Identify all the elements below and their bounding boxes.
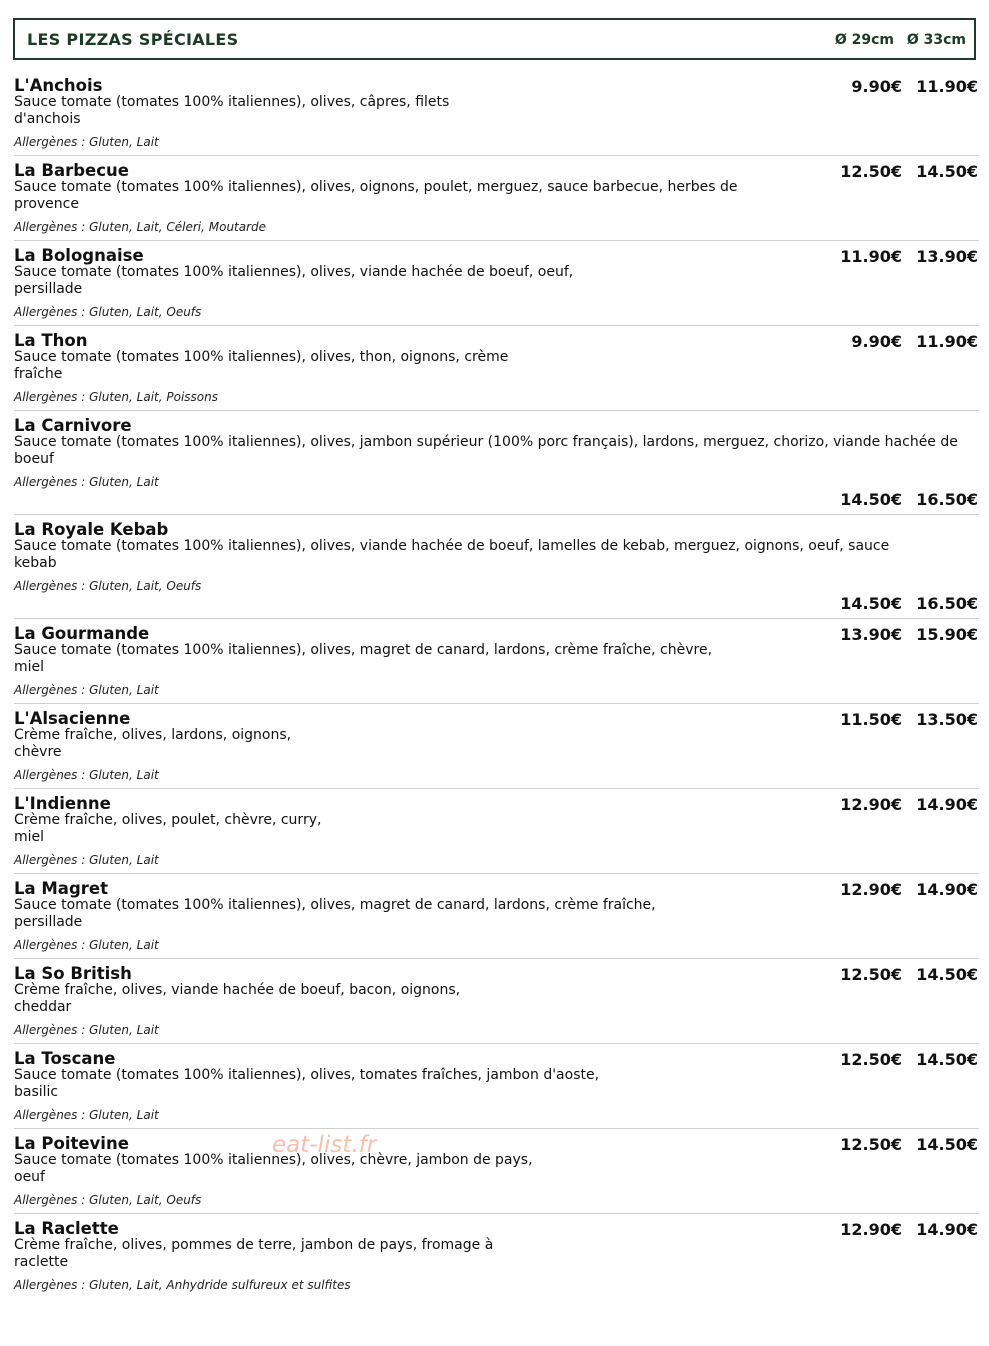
price-33cm: 16.50€ [916, 490, 978, 509]
item-name: La Barbecue [14, 161, 129, 180]
item-description: Sauce tomate (tomates 100% italiennes), olives, magret de canard, lardons, crème fraîche, persillade [14, 897, 656, 930]
item-separator [14, 788, 979, 789]
item-separator [14, 873, 979, 874]
price-29cm: 14.50€ [840, 490, 902, 509]
item-allergens: Allergènes : Gluten, Lait, Oeufs [14, 305, 202, 319]
price-33cm: 11.90€ [916, 77, 978, 96]
item-separator [14, 1043, 979, 1044]
item-name: La So British [14, 964, 132, 983]
price-29cm: 9.90€ [851, 332, 902, 351]
item-name: La Toscane [14, 1049, 116, 1068]
item-name: La Gourmande [14, 624, 150, 643]
item-allergens: Allergènes : Gluten, Lait, Oeufs [14, 1193, 202, 1207]
item-name: La Thon [14, 331, 88, 350]
item-name: La Carnivore [14, 416, 132, 435]
price-33cm: 14.90€ [916, 1220, 978, 1239]
price-33cm: 11.90€ [916, 332, 978, 351]
item-description: Crème fraîche, olives, poulet, chèvre, curry, miel [14, 812, 322, 845]
price-33cm: 14.90€ [916, 880, 978, 899]
item-separator [14, 240, 979, 241]
price-33cm: 14.50€ [916, 965, 978, 984]
item-separator [14, 325, 979, 326]
item-separator [14, 1128, 979, 1129]
item-description: Sauce tomate (tomates 100% italiennes), olives, jambon supérieur (100% porc français), lardons, merguez, chorizo, viande hachée de boeuf [14, 434, 958, 467]
item-allergens: Allergènes : Gluten, Lait [14, 1023, 159, 1037]
price-29cm: 14.50€ [840, 594, 902, 613]
item-description: Sauce tomate (tomates 100% italiennes), olives, tomates fraîches, jambon d'aoste, basilic [14, 1067, 600, 1100]
item-allergens: Allergènes : Gluten, Lait, Anhydride sulfureux et sulfites [14, 1278, 351, 1292]
item-separator [14, 155, 979, 156]
item-separator [14, 514, 979, 515]
price-29cm: 12.90€ [840, 1220, 902, 1239]
price-29cm: 12.50€ [840, 965, 902, 984]
price-29cm: 11.50€ [840, 710, 902, 729]
item-description: Sauce tomate (tomates 100% italiennes), olives, thon, oignons, crème fraîche [14, 349, 509, 382]
item-description: Crème fraîche, olives, viande hachée de boeuf, bacon, oignons, cheddar [14, 982, 461, 1015]
item-separator [14, 703, 979, 704]
item-description: Sauce tomate (tomates 100% italiennes), olives, magret de canard, lardons, crème fraîche, chèvre, miel [14, 642, 713, 675]
price-29cm: 12.90€ [840, 795, 902, 814]
item-name: La Royale Kebab [14, 520, 169, 539]
price-33cm: 14.50€ [916, 1135, 978, 1154]
item-description: Sauce tomate (tomates 100% italiennes), olives, chèvre, jambon de pays, oeuf [14, 1152, 533, 1185]
item-allergens: Allergènes : Gluten, Lait, Céleri, Moutarde [14, 220, 267, 234]
item-description: Sauce tomate (tomates 100% italiennes), olives, viande hachée de boeuf, lamelles de kebab, merguez, oignons, oeuf, sauce kebab [14, 538, 890, 571]
size-small-label: Ø 29cm [834, 32, 894, 48]
item-allergens: Allergènes : Gluten, Lait [14, 853, 159, 867]
item-allergens: Allergènes : Gluten, Lait [14, 683, 159, 697]
item-allergens: Allergènes : Gluten, Lait, Poissons [14, 390, 218, 404]
item-description: Crème fraîche, olives, pommes de terre, jambon de pays, fromage à raclette [14, 1237, 494, 1270]
item-separator [14, 410, 979, 411]
price-33cm: 14.50€ [916, 1050, 978, 1069]
item-description: Crème fraîche, olives, lardons, oignons, chèvre [14, 727, 292, 760]
item-allergens: Allergènes : Gluten, Lait [14, 768, 159, 782]
size-large-label: Ø 33cm [906, 32, 966, 48]
item-description: Sauce tomate (tomates 100% italiennes), olives, câpres, filets d'anchois [14, 94, 450, 127]
price-33cm: 14.50€ [916, 162, 978, 181]
price-29cm: 12.50€ [840, 1135, 902, 1154]
item-name: La Bolognaise [14, 246, 144, 265]
price-33cm: 14.90€ [916, 795, 978, 814]
price-29cm: 12.90€ [840, 880, 902, 899]
item-name: L'Indienne [14, 794, 111, 813]
item-name: La Poitevine [14, 1134, 129, 1153]
item-description: Sauce tomate (tomates 100% italiennes), olives, viande hachée de boeuf, oeuf, persillade [14, 264, 574, 297]
price-33cm: 13.50€ [916, 710, 978, 729]
item-name: L'Anchois [14, 76, 103, 95]
price-29cm: 12.50€ [840, 1050, 902, 1069]
item-allergens: Allergènes : Gluten, Lait [14, 938, 159, 952]
item-separator [14, 958, 979, 959]
price-33cm: 16.50€ [916, 594, 978, 613]
price-29cm: 11.90€ [840, 247, 902, 266]
watermark: eat-list.fr [272, 1132, 377, 1158]
item-separator [14, 1213, 979, 1214]
price-29cm: 12.50€ [840, 162, 902, 181]
item-allergens: Allergènes : Gluten, Lait [14, 475, 159, 489]
price-33cm: 13.90€ [916, 247, 978, 266]
item-allergens: Allergènes : Gluten, Lait, Oeufs [14, 579, 202, 593]
price-29cm: 9.90€ [851, 77, 902, 96]
item-name: La Magret [14, 879, 108, 898]
price-29cm: 13.90€ [840, 625, 902, 644]
item-allergens: Allergènes : Gluten, Lait [14, 1108, 159, 1122]
item-name: L'Alsacienne [14, 709, 131, 728]
section-header [13, 18, 976, 60]
item-description: Sauce tomate (tomates 100% italiennes), olives, oignons, poulet, merguez, sauce barbecue, herbes de provence [14, 179, 738, 212]
price-33cm: 15.90€ [916, 625, 978, 644]
section-title: LES PIZZAS SPÉCIALES [27, 30, 239, 49]
item-separator [14, 618, 979, 619]
item-allergens: Allergènes : Gluten, Lait [14, 135, 159, 149]
item-name: La Raclette [14, 1219, 119, 1238]
